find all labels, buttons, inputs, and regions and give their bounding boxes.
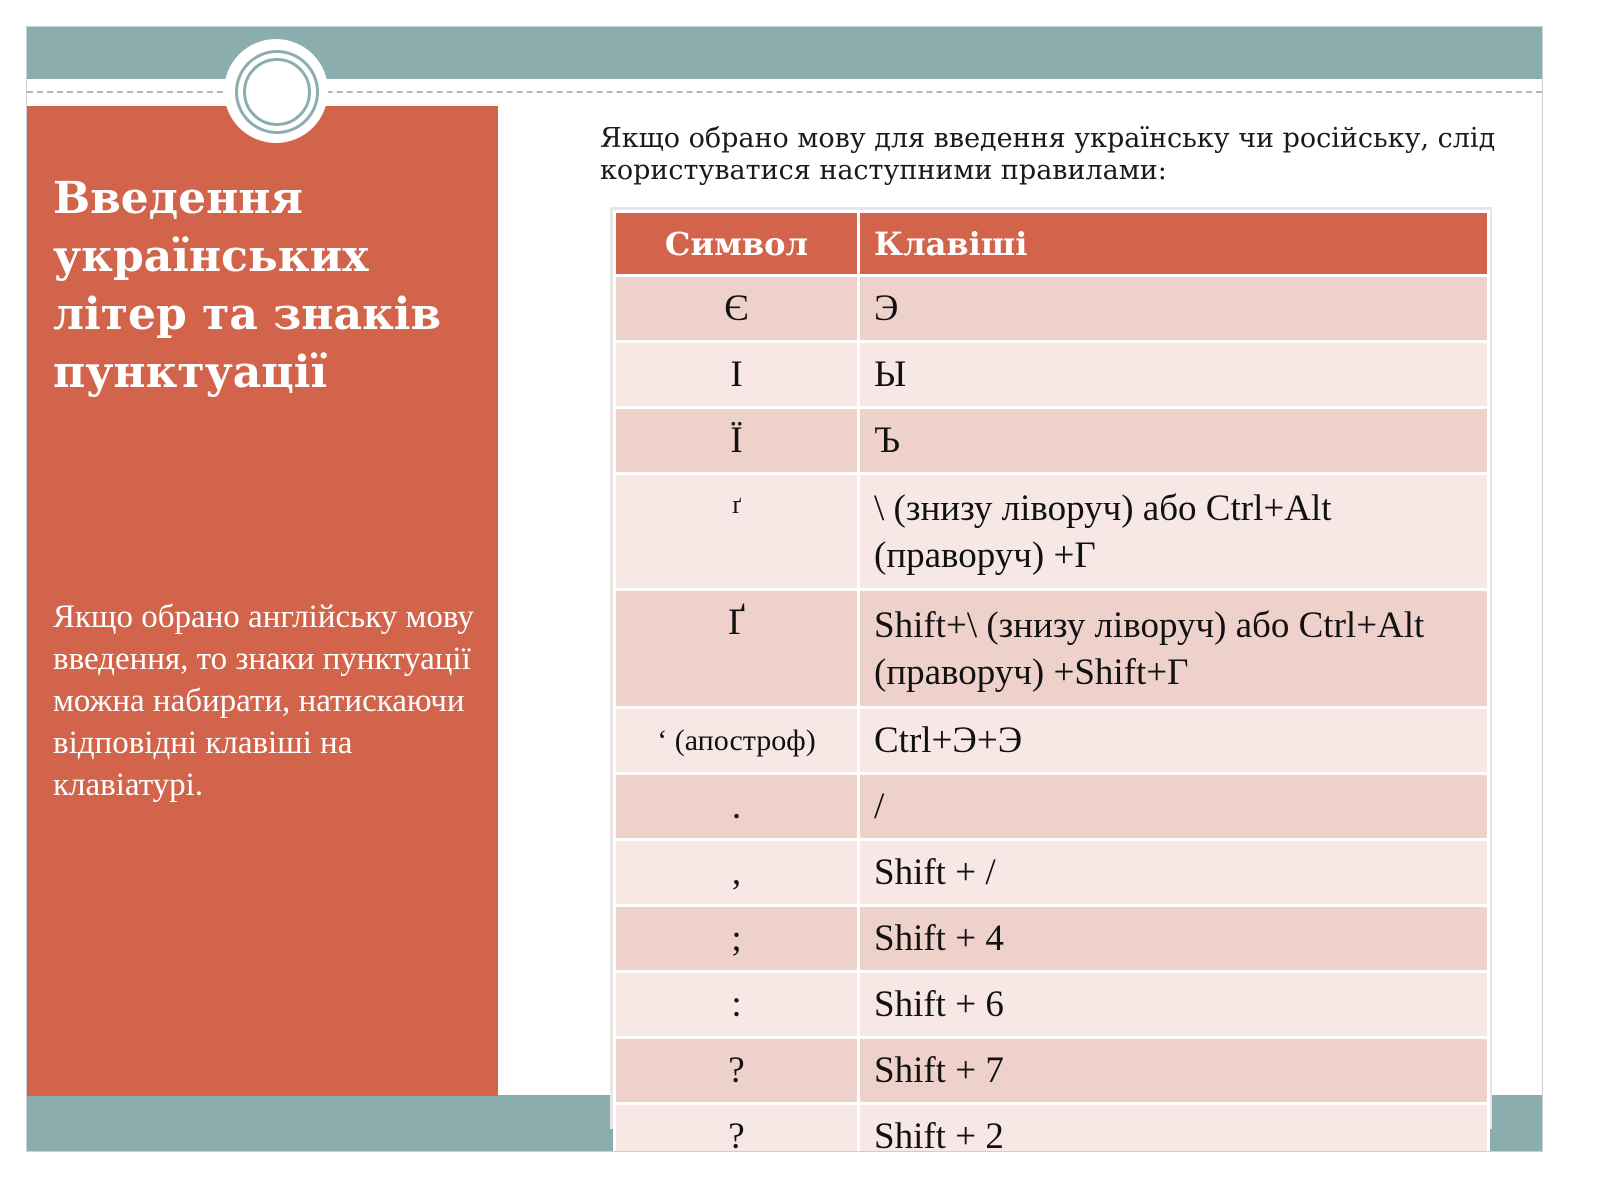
symbol-cell: ‘ (апостроф) <box>615 708 859 774</box>
left-panel <box>27 106 498 1096</box>
table-row <box>615 276 1489 342</box>
keys-cell: Ъ <box>859 408 1489 474</box>
symbol-cell: Ґ <box>615 590 859 708</box>
keys-cell: Shift + 7 <box>859 1038 1489 1104</box>
table-row <box>615 474 1489 590</box>
intro-text: Якщо обрано мову для введення українську чи російську, слід користуватися наступними правилами: <box>600 123 1496 186</box>
symbol-cell: ; <box>615 906 859 972</box>
keys-cell: Shift+\ (знизу ліворуч) або Ctrl+Alt (праворуч) +Shift+Г <box>859 590 1489 708</box>
table-row <box>615 774 1489 840</box>
keys-cell: Shift + 4 <box>859 906 1489 972</box>
symbol-cell: І <box>615 342 859 408</box>
keys-cell: Ctrl+Э+Э <box>859 708 1489 774</box>
table-row <box>615 1104 1489 1153</box>
symbol-cell: ? <box>615 1038 859 1104</box>
keys-cell: Shift + 6 <box>859 972 1489 1038</box>
keys-cell: Shift + 2 <box>859 1104 1489 1153</box>
table-row <box>615 708 1489 774</box>
symbol-cell: ґ <box>615 474 859 590</box>
symbol-cell: : <box>615 972 859 1038</box>
keys-cell: \ (знизу ліворуч) або Ctrl+Alt (праворуч) +Г <box>859 474 1489 590</box>
table-row <box>615 840 1489 906</box>
keys-cell: Э <box>859 276 1489 342</box>
table-row <box>615 1038 1489 1104</box>
symbol-cell: , <box>615 840 859 906</box>
table-row <box>615 590 1489 708</box>
circle-ornament-inner-ring <box>243 58 311 126</box>
table-row <box>615 972 1489 1038</box>
symbol-cell: Ї <box>615 408 859 474</box>
header-keys: Клавіші <box>859 212 1489 276</box>
circle-ornament-ring <box>235 50 319 134</box>
symbol-cell: ? <box>615 1104 859 1153</box>
table-header-row <box>615 212 1489 276</box>
symbol-cell: . <box>615 774 859 840</box>
left-panel-text: Якщо обрано англійську мову введення, то знаки пунктуації можна набирати, натискаючи відповідні клавіші на клавіатурі. <box>53 599 474 803</box>
keyboard-shortcuts-table <box>613 210 1490 1152</box>
symbol-cell: Є <box>615 276 859 342</box>
table-row <box>615 906 1489 972</box>
keys-cell: Ы <box>859 342 1489 408</box>
slide <box>26 26 1543 1152</box>
keys-cell: Shift + / <box>859 840 1489 906</box>
circle-ornament-icon <box>224 39 328 143</box>
table-row <box>615 408 1489 474</box>
header-symbol: Символ <box>615 212 859 276</box>
keys-cell: / <box>859 774 1489 840</box>
slide-title: Введення українських літер та знаків пунктуації <box>53 173 442 398</box>
table-row <box>615 342 1489 408</box>
